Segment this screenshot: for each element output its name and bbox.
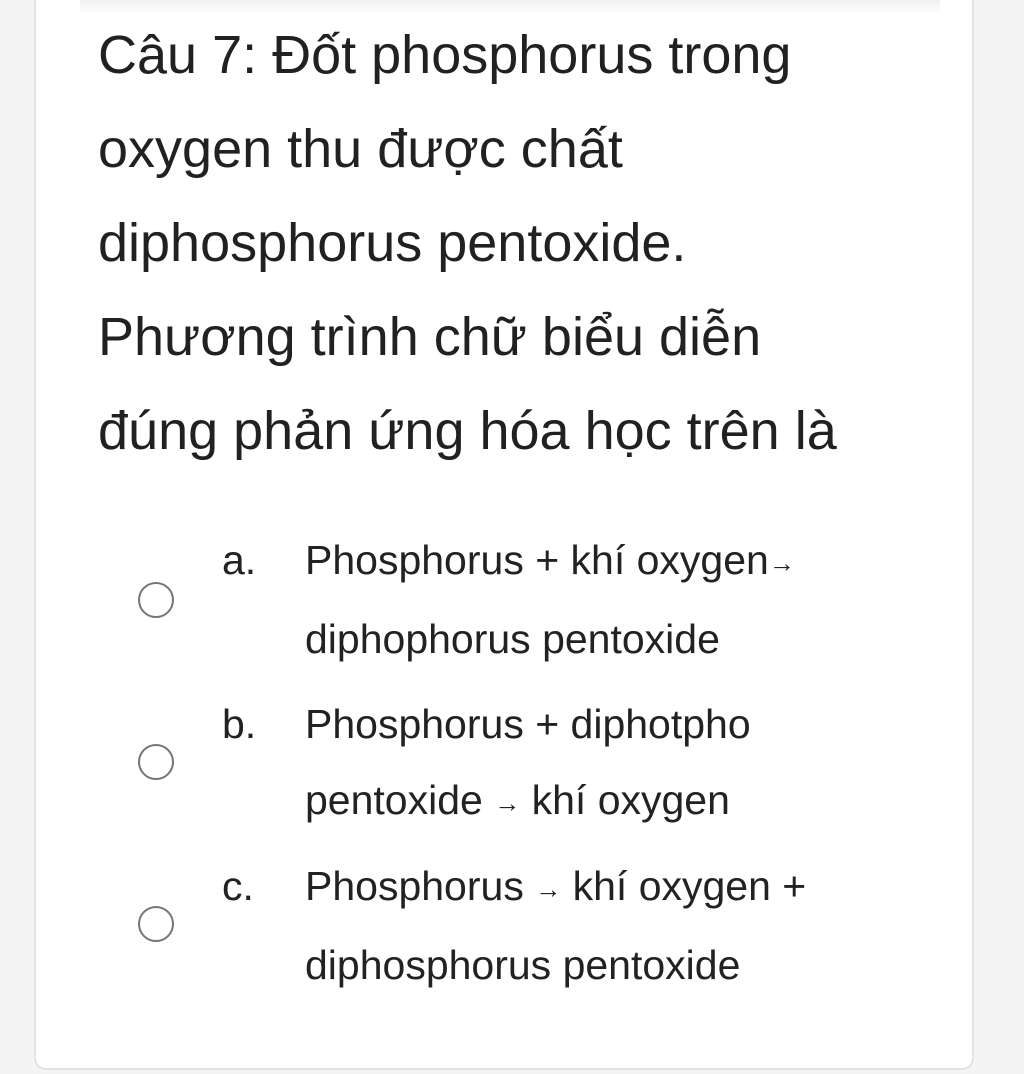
- option-a-text-pre: Phosphorus + khí oxygen: [305, 537, 769, 583]
- option-b-line1: Phosphorus + diphotpho: [305, 701, 751, 747]
- option-b[interactable]: [0, 686, 1024, 836]
- option-a-line1: [305, 522, 945, 601]
- option-c[interactable]: [0, 848, 1024, 998]
- question-line: oxygen thu được chất: [98, 119, 623, 179]
- option-text-c[interactable]: [305, 848, 945, 1003]
- option-c-text-post: khí oxygen +: [561, 863, 807, 909]
- arrow-icon: →: [535, 874, 562, 905]
- radio-button-c[interactable]: [138, 906, 174, 942]
- arrow-icon: →: [768, 548, 795, 579]
- option-c-text-pre: Phosphorus: [305, 863, 536, 909]
- question-line: diphosphorus pentoxide.: [98, 213, 687, 273]
- option-letter-a: a.: [222, 537, 257, 583]
- option-text-b[interactable]: [305, 686, 945, 841]
- question-text: [98, 8, 928, 478]
- option-a-line2: diphophorus pentoxide: [305, 616, 720, 663]
- option-text-a[interactable]: [305, 522, 945, 677]
- arrow-icon: →: [494, 788, 521, 819]
- option-letter-c: c.: [222, 863, 254, 909]
- radio-button-b[interactable]: [138, 744, 174, 780]
- option-b-line2: [305, 762, 945, 841]
- question-line: Câu 7: Đốt phosphorus trong: [98, 25, 792, 85]
- option-b-text-post: khí oxygen: [520, 777, 730, 823]
- option-letter-b: b.: [222, 701, 257, 747]
- question-line: đúng phản ứng hóa học trên là: [98, 401, 837, 461]
- radio-button-a[interactable]: [138, 582, 174, 618]
- option-a[interactable]: [0, 522, 1024, 672]
- question-line: Phương trình chữ biểu diễn: [98, 307, 762, 367]
- option-b-text-pre: pentoxide: [305, 777, 495, 823]
- option-c-line2: diphosphorus pentoxide: [305, 942, 741, 989]
- option-c-line1: [305, 848, 945, 927]
